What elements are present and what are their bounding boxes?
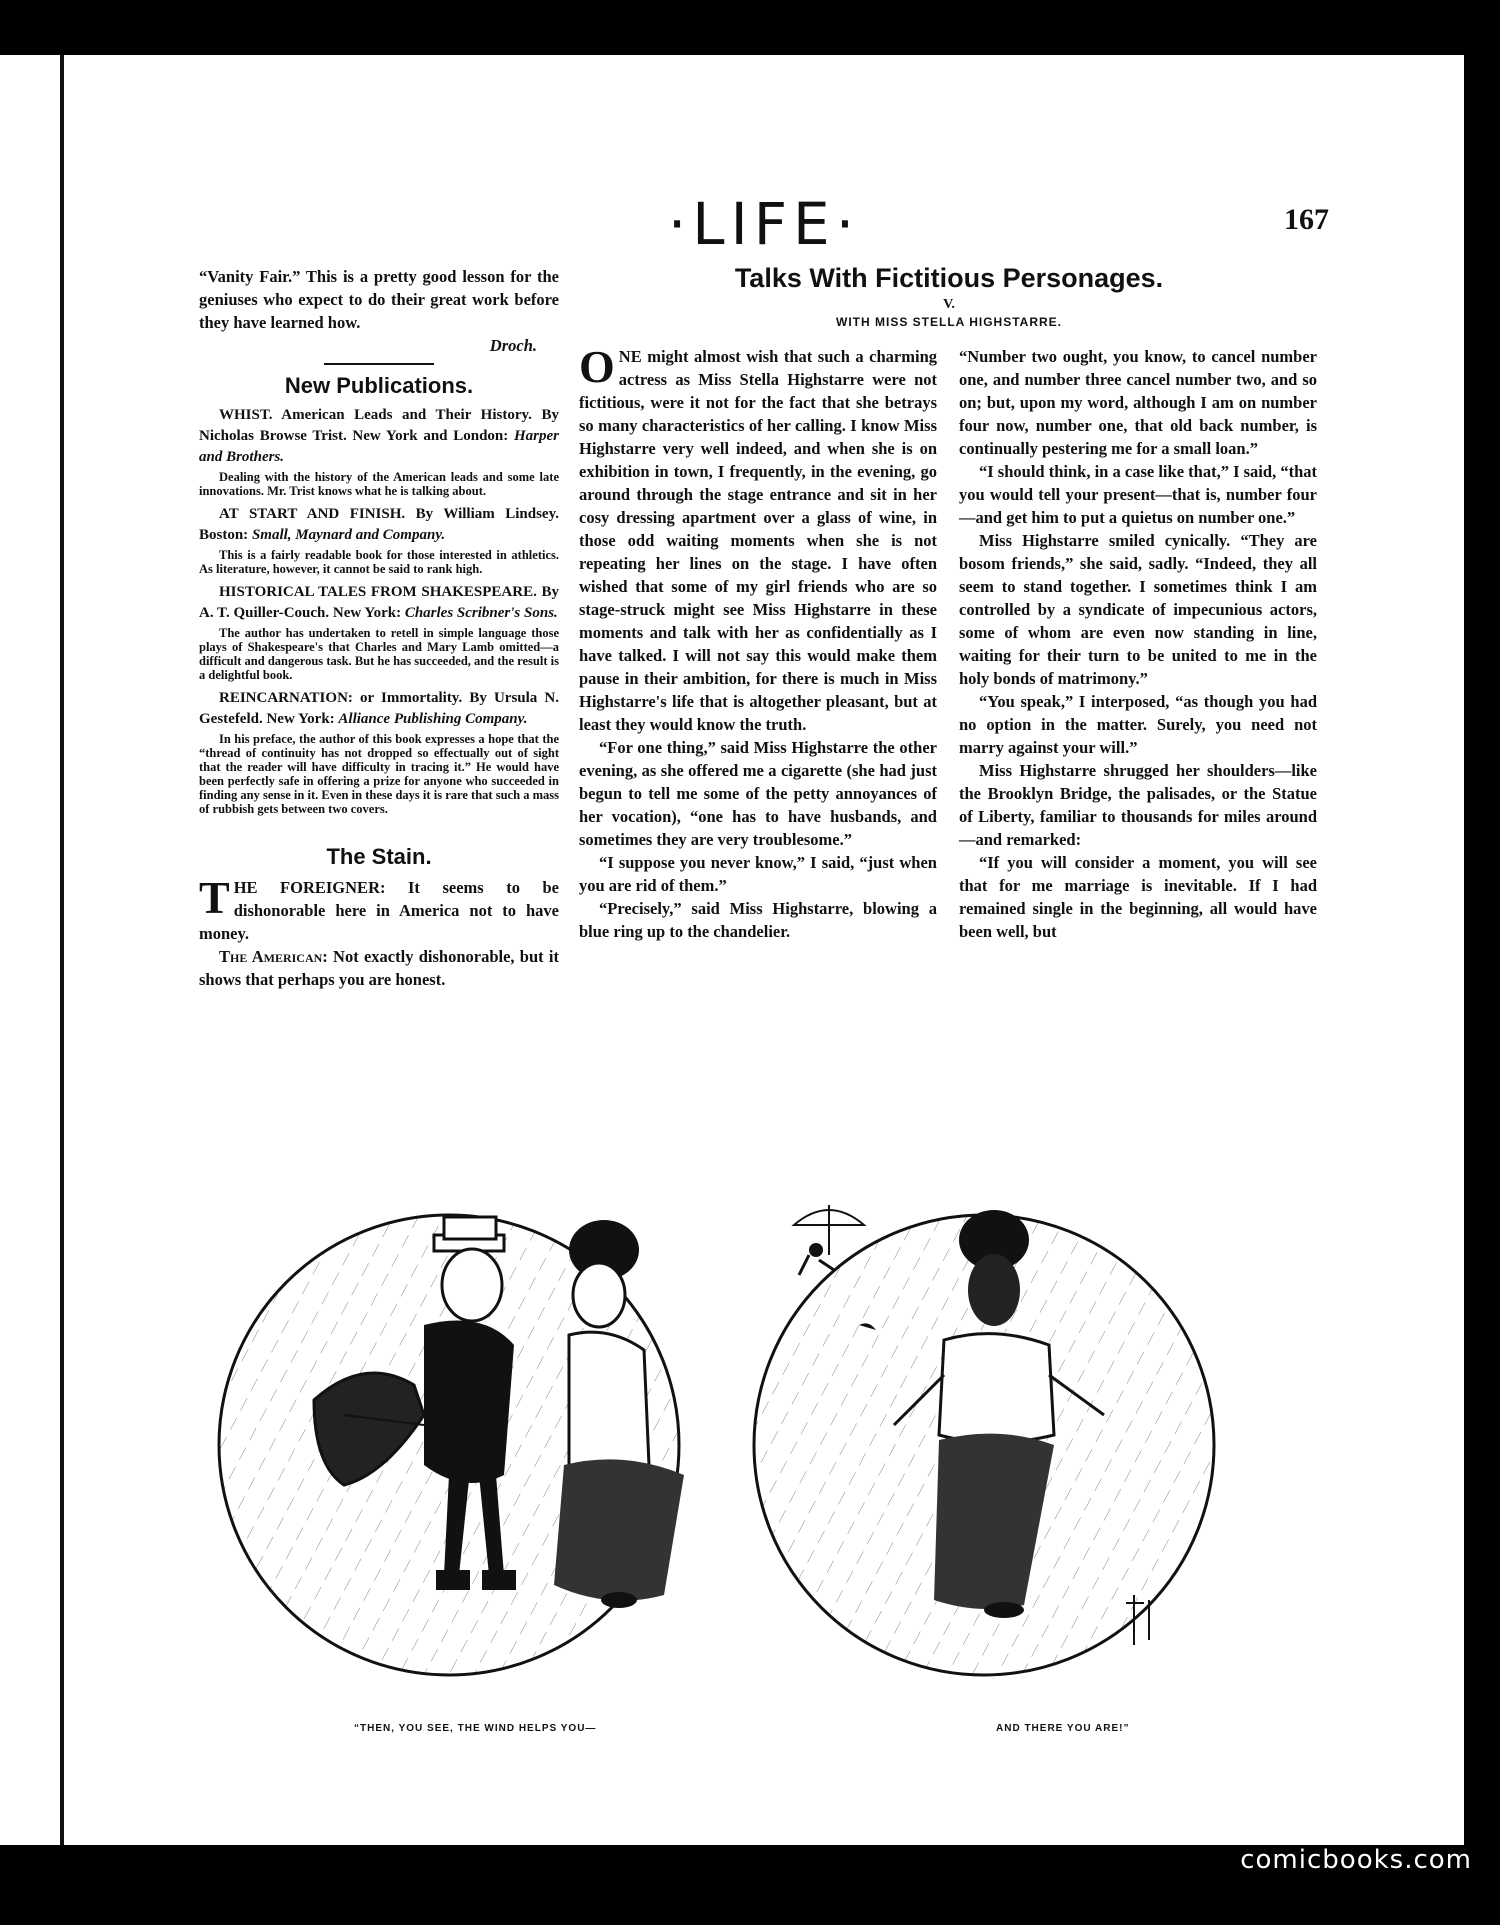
cartoon-illustration xyxy=(64,55,1464,1845)
publication-note: In his preface, the author of this book expresses a hope that the “thread of continuity has not dropped so effectually out of sight that the reader will have difficulty in tracing it.” He would have been perfectly safe in offering a prize for anyone who succeeded in finding any sense in it. Even in these days it is rare that such a mass of rubbish gets between two covers. xyxy=(199,732,559,816)
publication-title: REINCARNATION: or Immortality. By Ursula N. Gestefeld. New York: Alliance Publishing Company. xyxy=(199,690,559,727)
caption-left: “THEN, YOU SEE, THE WIND HELPS YOU— xyxy=(354,1723,597,1734)
article-paragraph: “For one thing,” said Miss Highstarre the other evening, as she offered me a cigarette (she had just begun to tell me some of the petty annoyances of her vocation), “one has to have husbands, and sometimes they are very troublesome.” xyxy=(579,738,937,849)
article-paragraph: “I should think, in a case like that,” I said, “that you would tell your present—that is, number four—and get him to put a quietus on number one.” xyxy=(959,462,1317,527)
article-paragraph: “You speak,” I interposed, “as though you had no option in the matter. Surely, you need not marry against your will.” xyxy=(959,692,1317,757)
article-paragraph: Miss Highstarre smiled cynically. “They are bosom friends,” she said, sadly. “Indeed, they all seem to stand together. I sometimes think I am controlled by a syndicate of impecunious actors, some of whom are even now standing in line, waiting for their turn to be united to me in the holy bonds of matrimony.” xyxy=(959,531,1317,688)
publication-note: The author has undertaken to retell in simple language those plays of Shakespeare's that Charles and Mary Lamb omitted—a difficult and dangerous task. But he has succeeded, and the result is a delightful book. xyxy=(199,626,559,682)
article-title: Talks With Fictitious Personages. xyxy=(734,263,1164,293)
dropcap: O xyxy=(579,341,615,392)
publication-note: Dealing with the history of the American leads and some late innovations. Mr. Trist knows what he is talking about. xyxy=(199,470,559,498)
article-paragraph: “Precisely,” said Miss Highstarre, blowing a blue ring up to the chandelier. xyxy=(579,899,937,941)
stain-line-2: The American: Not exactly dishonorable, but it shows that perhaps you are honest. xyxy=(199,947,559,989)
facing-page-edge xyxy=(0,55,66,1845)
cartoon-panel-right xyxy=(749,1210,1219,1680)
watermark: comicbooks.com xyxy=(1240,1845,1472,1875)
article-paragraph: Miss Highstarre shrugged her shoulders—like the Brooklyn Bridge, the palisades, or the Statue of Liberty, familiar to thousands for miles around—and remarked: xyxy=(959,761,1317,849)
article-paragraph: “If you will consider a moment, you will see that for me marriage is inevitable. If I had remained single in the beginning, all would have been well, but xyxy=(959,853,1317,941)
dropcap: T xyxy=(199,872,230,923)
article-paragraph: “Number two ought, you know, to cancel number one, and number three cancel number two, and so on; but, upon my word, although I am on number four now, number one, that old back number, is continually pestering me for a small loan.” xyxy=(959,347,1317,458)
publication-note: This is a fairly readable book for those interested in athletics. As literature, however, it cannot be said to rank high. xyxy=(199,548,559,576)
page-number: 167 xyxy=(1284,203,1329,236)
masthead: ·LIFE· xyxy=(667,190,861,258)
intro-signature: Droch. xyxy=(489,336,537,355)
caption-right: AND THERE YOU ARE!” xyxy=(996,1723,1130,1734)
publication-title: WHIST. American Leads and Their History. By Nicholas Browse Trist. New York and London: Harper and Brothers. xyxy=(199,407,560,465)
new-publications-heading: New Publications. xyxy=(284,373,474,398)
intro-paragraph: “Vanity Fair.” This is a pretty good lesson for the geniuses who expect to do their great work before they have learned how. xyxy=(199,267,559,332)
publication-title: HISTORICAL TALES FROM SHAKESPEARE. By A. T. Quiller-Couch. New York: Charles Scribner's Sons. xyxy=(199,584,559,621)
article-subtitle: WITH MISS STELLA HIGHSTARRE. xyxy=(836,315,1062,329)
article-paragraph: ONE might almost wish that such a charming actress as Miss Stella Highstarre were not fictitious, were it not for the fact that she betrays so many characteristics of her calling. I know Miss Highstarre very well indeed, and when she is on exhibition in town, I frequently, in the evening, go around through the stage entrance and sit in her cosy dressing apartment over a glass of wine, in those odd waiting moments when she is not repeating her lines on the stage. I have often wished that some of my girl friends who are so stage-struck might see Miss Highstarre in these moments and talk with her as confidentially as I have talked. I will not say this would make them pause in their ambition, for there is much in Miss Highstarre's life that is altogether pleasant, but at least they would know the truth. xyxy=(579,341,937,734)
article-part: V. xyxy=(943,297,955,312)
stain-line-1: THE FOREIGNER: It seems to be dishonorable here in America not to have money. xyxy=(199,872,559,943)
cartoon-panel-left xyxy=(214,1210,684,1680)
article-paragraph: “I suppose you never know,” I said, “just when you are rid of them.” xyxy=(579,853,937,895)
magazine-page xyxy=(64,55,1464,1845)
publication-title: AT START AND FINISH. By William Lindsey. Boston: Small, Maynard and Company. xyxy=(199,506,559,543)
the-stain-heading: The Stain. xyxy=(326,844,432,869)
